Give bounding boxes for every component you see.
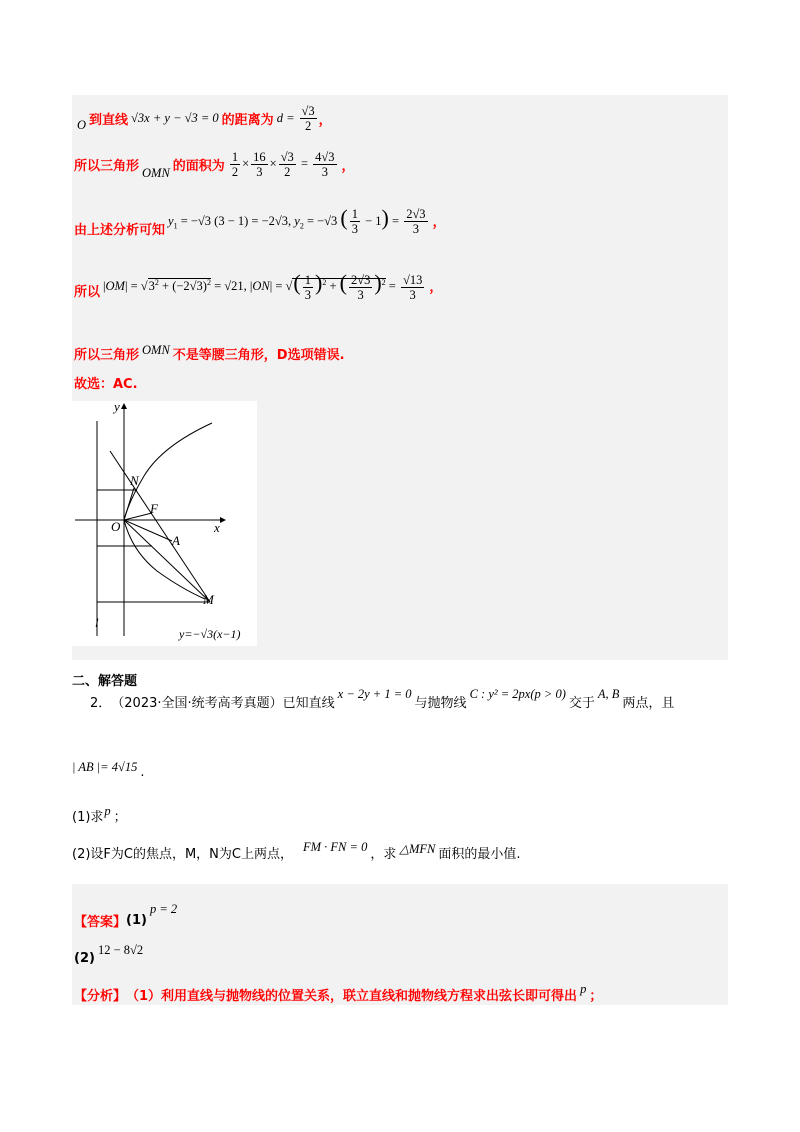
p-variable: p [104,804,111,818]
segment-OM [124,520,210,602]
text: 故选：AC. [74,377,138,392]
line-eq: x − 2y + 1 = 0 [337,687,412,701]
answer-label: 【答案】 [74,915,127,930]
lengths-formula: $|OM| = √3^2 + (-2√3)^2 = √21$, |ON| = √( $\frac{1}{3}$ )$^2$ + ( $\frac{2√3}{3}$ )$^2$ = $\frac{√13}{3}$ [103,270,423,302]
answer-2-line [74,935,146,966]
M-label: M [203,592,214,607]
text: (2)设F为C的焦点，M，N为C上两点， [72,847,293,862]
distance-line [74,104,332,133]
text: 由上述分析可知 [74,223,166,238]
text: 的距离为 [221,113,274,128]
part-2-line [72,840,521,862]
text: 所以三角形 [74,348,140,363]
O-label: O [111,519,121,534]
text: (2) [74,951,95,966]
numerator: √3 [301,104,315,118]
part-1-line [72,806,127,825]
analysis-text: （1）利用直线与抛物线的位置关系，联立直线和抛物线方程求出弦长即可得出 [126,989,578,1004]
text: (1) [126,913,147,928]
line-equation-label: y=−√3(x−1) [179,627,241,641]
parabola-graph [72,401,257,646]
text: 所以 [74,285,101,301]
y-label: y [114,401,120,414]
point-O: O [77,118,87,132]
chord-length: | AB |= 4√15 [72,760,138,774]
section-title: 二、解答题 [72,674,138,689]
l-label: l [95,615,99,630]
line-MN [110,451,210,602]
question-2-line [72,687,675,711]
lengths-line [74,270,442,302]
fraction [300,104,317,133]
text: 面积的最小值. [438,847,521,862]
analysis-line [74,982,603,1004]
denominator: 2 [304,119,312,133]
question-source: （2023·全国·统考高考真题）已知直线 [111,696,335,711]
segment-ON [124,488,134,520]
segment-OF [124,513,152,520]
x-label: x [214,520,220,535]
text: 的面积为 [172,159,225,174]
N-label: N [130,473,139,488]
text: ， [341,159,355,174]
triangle-OMN: OMN [142,166,170,180]
segment-OA [124,520,172,541]
graph-svg [72,401,257,646]
text: (1)求 [72,810,104,825]
p-variable: p [580,982,587,996]
answer-1-value: p = 2 [149,902,178,916]
answer-1-line [74,897,180,930]
y-values-line [74,203,446,238]
text: ； [113,810,127,825]
answer-2-value: 12 − 8√2 [97,943,144,957]
question-number: 2． [90,696,112,711]
text: . [140,765,145,780]
triangle-MFN: △MFN [399,841,436,856]
parabola-curve [124,423,212,599]
y-values-formula: $y_1 = -√3$ (3 − 1) = −2√3, $y_2 = -√3$ ( $\frac{1}{3}$ − 1) = $\frac{2√3}{3}$ [168,204,426,237]
text: 与抛物线 [414,696,467,711]
text: ， [318,113,332,128]
area-formula: $\frac{1}{2}$ × $\frac{16}{3}$ × $\frac{√3}{2}$ = $\frac{4√3}{3}$ [231,150,335,179]
choice-line [74,373,138,392]
text: ，求 [370,847,397,862]
area-line [74,148,355,181]
parabola-eq: C : y² = 2px(p > 0) [469,687,566,701]
analysis-label: 【分析】 [74,989,127,1004]
A-label: A [172,533,180,548]
text: 不是等腰三角形，D选项错误. [172,348,345,363]
chord-length-line [72,755,144,780]
line-equation: √3x + y − √3 = 0 [131,111,219,125]
text: ； [589,989,603,1004]
x-axis-arrow [220,517,226,523]
text: 两点，且 [622,696,675,711]
y-axis-arrow [121,403,127,409]
text: 交于 [568,696,595,711]
triangle-OMN: OMN [142,343,170,357]
text: ， [432,215,446,230]
d-symbol: d = [276,111,295,125]
text: 所以三角形 [74,159,140,174]
conclusion-line [74,344,345,363]
F-label: F [150,501,158,516]
text: 到直线 [89,113,129,128]
text: ， [429,280,443,296]
dot-product-eq: FM · FN = 0 [303,840,368,854]
points-AB: A, B [597,687,620,701]
